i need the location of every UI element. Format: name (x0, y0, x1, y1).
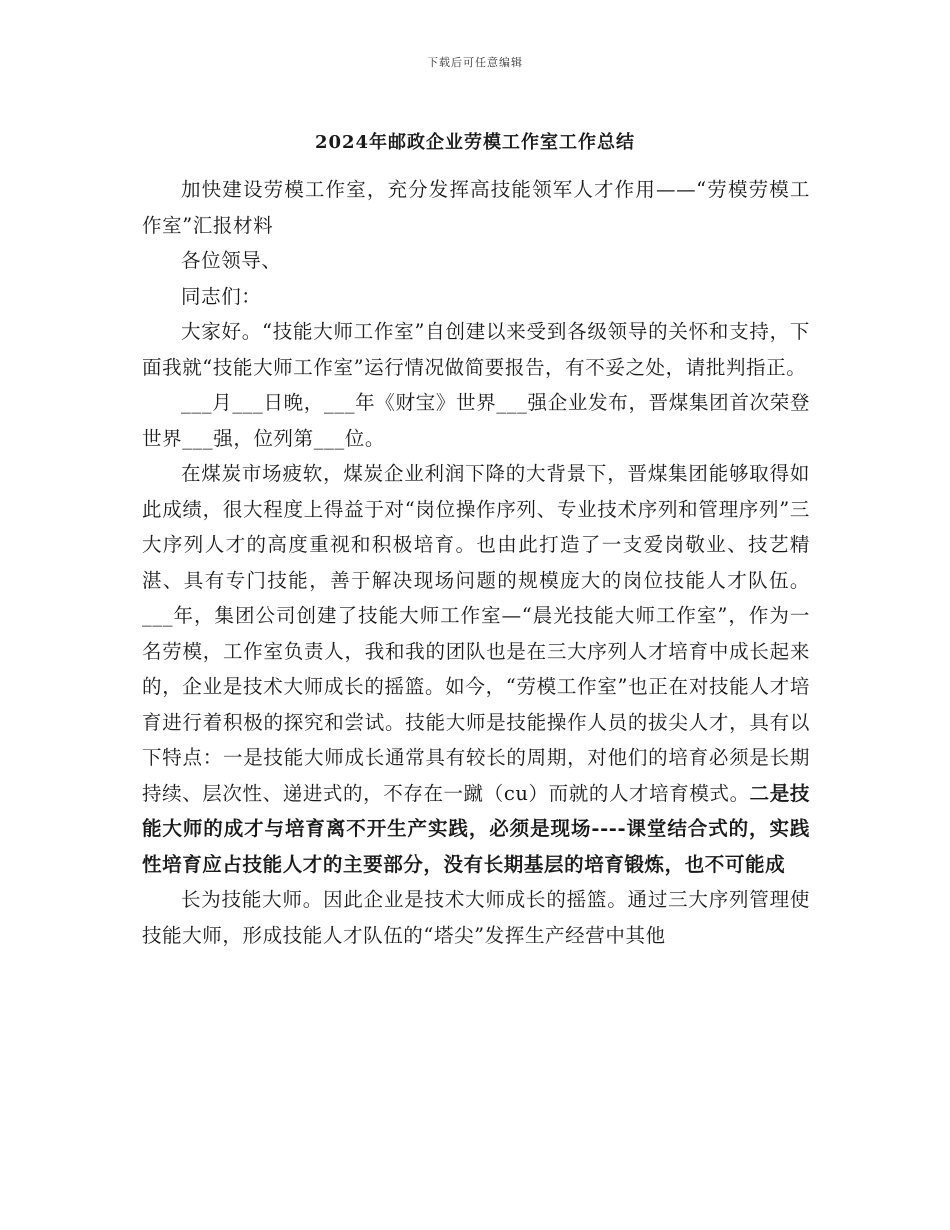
paragraph-main-bold-text: 二是技能大师的成才与培育离不开生产实践，必须是现场----课堂结合式的，实践性培育应占技能人才的主要部分，没有长期基层的培育锻炼，也不可能成 (142, 781, 810, 876)
paragraph-main-text: 在煤炭市场疲软，煤炭企业利润下降的大背景下，晋煤集团能够取得如此成绩，很大程度上得益于对“岗位操作序列、专业技术序列和管理序列”三大序列人才的高度重视和积极培育。也由此打造了一支爱岗敬业、技艺精湛、具有专门技能，善于解决现场问题的规模庞大的岗位技能人才队伍。___年，集团公司创建了技能大师工作室—“晨光技能大师工作室”，作为一名劳模，工作室负责人，我和我的团队也是在三大序列人才培育中成长起来的，企业是技术大师成长的摇篮。如今，“劳模工作室”也正在对技能人才培育进行着积极的探究和尝试。技能大师是技能操作人员的拔尖人才，具有以下特点：一是技能大师成长通常具有较长的周期，对他们的培育必须是长期持续、层次性、递进式的，不存在一蹴（cu）而就的人才培育模式。 (142, 462, 810, 805)
paragraph-salutation-comrades: 同志们： (181, 284, 262, 308)
paragraph-continuation: 长为技能大师。因此企业是技术大师成长的摇篮。通过三大序列管理使技能大师，形成技能人才队伍的“塔尖”发挥生产经营中其他 (142, 888, 810, 947)
paragraph-main (142, 456, 810, 882)
paragraph-greeting: 大家好。“技能大师工作室”自创建以来受到各级领导的关怀和支持，下面我就“技能大师工作室”运行情况做简要报告，有不妥之处，请批判指正。 (142, 320, 810, 379)
paragraph-salutation-leaders: 各位领导、 (181, 249, 282, 272)
paragraph-subtitle: 加快建设劳模工作室，充分发挥高技能领军人才作用——“劳模劳模工作室”汇报材料 (142, 178, 810, 237)
paragraph-ranking: ___月___日晚，___年《财宝》世界___强企业发布，晋煤集团首次荣登世界___强，位列第___位。 (142, 391, 810, 450)
page-header-note: 下载后可任意编辑 (427, 56, 523, 69)
document-body (142, 172, 810, 953)
document-title: 2024年邮政企业劳模工作室工作总结 (314, 132, 636, 153)
